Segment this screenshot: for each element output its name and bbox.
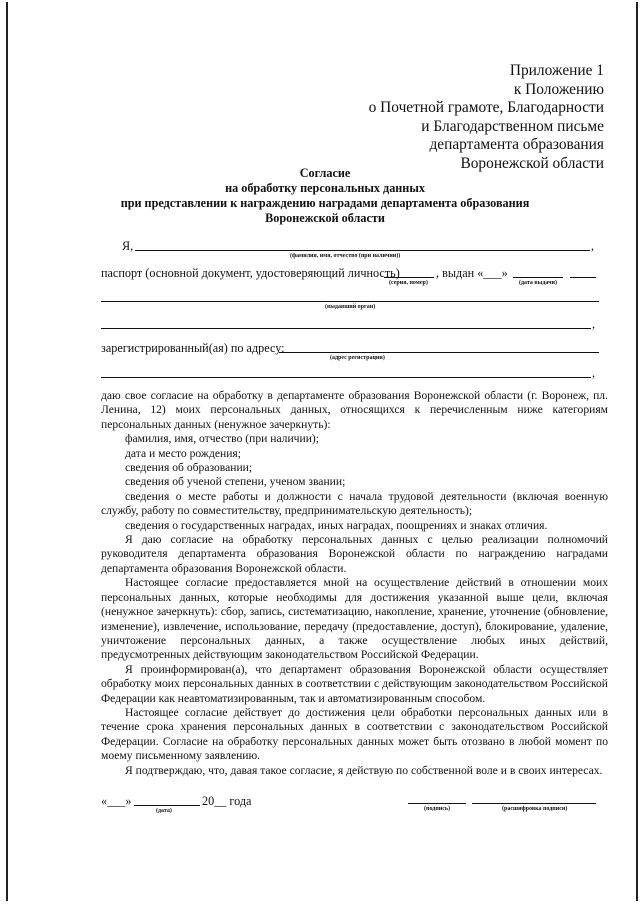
issuer-caption: (выдавший орган) [325,304,376,310]
signature-caption: (подпись) [424,806,451,812]
body-paragraph: Настоящее согласие предоставляется мной на осуществление действий в отношении моих персональных данных, которые необходимы для достижения указанной выше цели, включая (ненужное зачеркнуть): сбор, запись, систематизацию, накопление, хранение, уточнение (обновление, изменение), извлечение, использование, передачу (предоставление, доступ), блокирование, удаление, уничтожение персональных данных, а также осуществление любых иных действий, предусмотренных действующим законодательством Российской Федерации. [101,576,608,662]
comma: , [592,317,596,331]
document-title [90,166,560,226]
appendix-line: департамента образования [429,136,604,153]
name-caption: (фамилия, имя, отчество (при наличии)) [290,253,401,259]
appendix-header [369,62,604,173]
i-label: Я, [122,239,134,253]
series-caption: (серия, номер) [389,280,428,286]
data-category-item: дата и место рождения; [125,446,241,460]
intro-paragraph: даю свое согласие на обработку в департаменте образования Воронежской области (г. Воронеж, пл. Ленина, 12) моих персональных данных, относящихся к перечисленным ниже категориям персональных данных (ненужное зачеркнуть): [101,389,608,431]
date-caption: (дата) [156,808,172,814]
series-number-field[interactable] [384,277,434,278]
date-day: «___» [101,794,132,808]
date-year: 20__ года [202,794,252,808]
address-field-continued[interactable] [101,377,591,378]
body-paragraph: Я подтверждаю, что, давая такое согласие, я действую по собственной воле и в своих интересах. [125,763,603,777]
appendix-line: к Положению [513,80,604,98]
appendix-line: Приложение 1 [509,62,604,79]
address-field[interactable] [279,352,599,353]
data-category-item: сведения о месте работы и должности с начала трудовой деятельности (включая военную службу, работу по совместительству, предпринимательскую деятельность); [101,489,608,518]
issue-year-field[interactable] [570,277,596,278]
data-category-item: фамилия, имя, отчество (при наличии); [125,432,319,446]
title-line: Воронежской области [265,211,385,225]
address-caption: (адрес регистрации) [330,355,385,361]
decoding-caption: (расшифровка подписи) [502,806,568,812]
comma: , [591,239,595,253]
body-paragraph: Я проинформирован(а), что департамент образования Воронежской области осуществляет обработку моих персональных данных в соответствии с действующим законодательством Российской Федерации как неавтоматизированным, так и автоматизированным способом. [101,662,608,705]
signature-field[interactable] [408,803,466,804]
title-line: Согласие [299,166,351,180]
passport-label: паспорт (основной документ, удостоверяющий личность) [101,266,400,280]
title-line: на обработку персональных данных [225,181,425,195]
issue-date-field[interactable] [513,277,563,278]
issuer-field-continued[interactable] [101,328,591,329]
issued-label: , выдан «___» [436,266,508,280]
appendix-line: Воронежской области [460,154,604,172]
appendix-line: и Благодарственном письме [421,117,604,135]
body-paragraph: Настоящее согласие действует до достижения цели обработки персональных данных или в течение срока хранения персональных данных в соответствии с законодательством Российской Федерации. Согласие на обработку персональных данных может быть отозвано в любой момент по моему письменному заявлению. [101,705,608,763]
title-line: при представлении к награждению наградами департамента образования [120,196,530,210]
name-field[interactable] [135,250,590,251]
date-issued-caption: (дата выдачи) [519,280,557,286]
consent-body [101,389,608,778]
data-category-item: сведения об ученой степени, ученом звании; [125,475,346,489]
registered-label: зарегистрированный(ая) по адресу: [101,341,285,355]
body-paragraph: Я даю согласие на обработку персональных данных с целью реализации полномочий руководителя департамента образования Воронежской области по награждению наградами департамента образования Воронежской области. [101,533,608,575]
comma: , [592,366,596,380]
data-category-item: сведения об образовании; [125,461,253,475]
date-month-field[interactable] [134,805,200,806]
data-category-item: сведения о государственных наградах, иных наградах, поощрениях и знаках отличия. [125,518,548,532]
issuer-field[interactable] [101,301,599,302]
signature-decoding-field[interactable] [472,803,596,804]
appendix-line: о Почетной грамоте, Благодарности [368,99,604,116]
